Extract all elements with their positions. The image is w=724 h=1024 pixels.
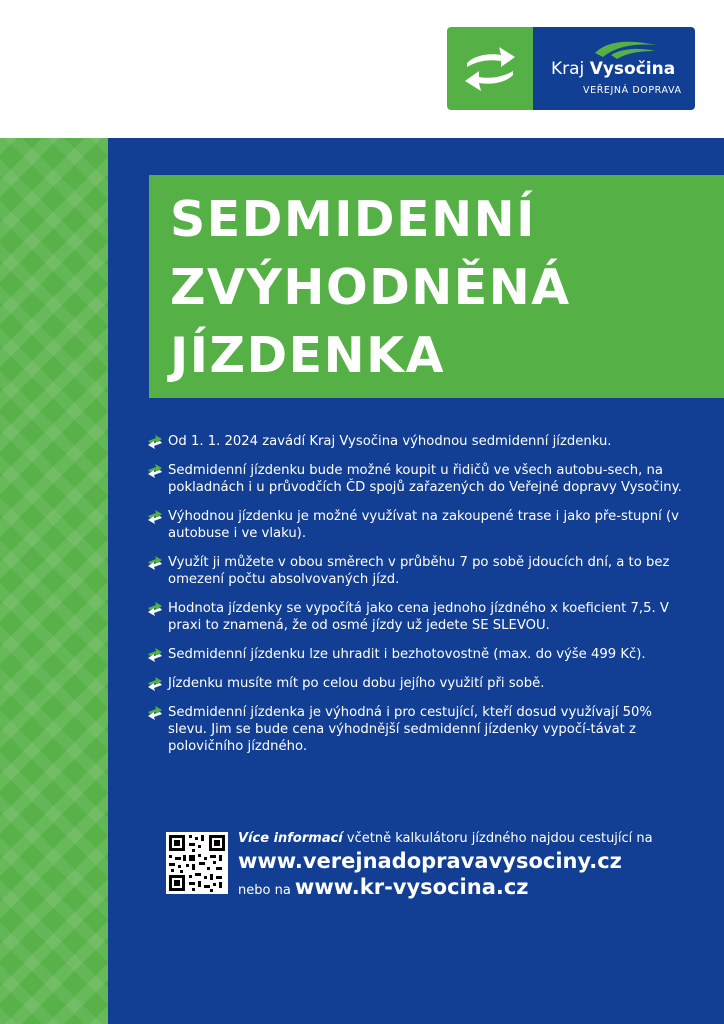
logo-text-area <box>533 27 695 110</box>
bullet-arrow-icon <box>147 435 163 449</box>
or-text: nebo na <box>238 883 295 898</box>
website-link-primary[interactable]: www.verejnadopravavysociny.cz <box>238 849 622 873</box>
list-item <box>147 704 687 755</box>
list-item-text: Využít ji můžete v obou směrech v průběhu 7 po sobě jdoucích dní, a to bez omezení počtu absolvovaných jízd. <box>168 555 670 587</box>
list-item-text: Od 1. 1. 2024 zavádí Kraj Vysočina výhodnou sedmidenní jízdenku. <box>168 434 612 449</box>
logo-name-bold: Vysočina <box>589 59 676 79</box>
bullet-arrow-icon <box>147 706 163 720</box>
bullet-arrow-icon <box>147 464 163 478</box>
list-item-text: Sedmidenní jízdenku bude možné koupit u řidičů ve všech autobu-sech, na pokladnách i u průvodčích ČD spojů zařazených do Veřejné dopravy Vysočiny. <box>168 463 682 495</box>
title-box <box>149 175 724 398</box>
bullet-arrow-icon <box>147 677 163 691</box>
more-info-lead <box>238 830 653 848</box>
title-line-3: JÍZDENKA <box>170 327 446 384</box>
info-list <box>147 433 687 767</box>
list-item-text: Jízdenku musíte mít po celou dobu jejího využití při sobě. <box>168 676 545 691</box>
website-link-secondary[interactable]: www.kr-vysocina.cz <box>294 875 529 899</box>
list-item <box>147 600 687 634</box>
bullet-arrow-icon <box>147 510 163 524</box>
arrows-icon <box>461 39 519 99</box>
more-info-rest: včetně kalkulátoru jízdného najdou cestující na <box>342 831 653 846</box>
list-item <box>147 554 687 588</box>
list-item <box>147 675 687 692</box>
list-item-text: Hodnota jízdenky se vypočítá jako cena jednoho jízdného x koeficient 7,5. V praxi to znamená, že od osmé jízdy už jedete SE SLEVOU. <box>168 601 669 633</box>
list-item <box>147 462 687 496</box>
list-item-text: Sedmidenní jízdenka je výhodná i pro cestující, kteří dosud využívají 50% slevu. Jim se bude cena výhodnější sedmidenní jízdenky vypočí-távat z polovičního jízdného. <box>168 705 652 754</box>
qr-code[interactable] <box>166 832 228 894</box>
swoosh-icon <box>593 37 659 59</box>
list-item-text: Sedmidenní jízdenku lze uhradit i bezhotovostně (max. do výše 499 Kč). <box>168 647 646 662</box>
list-item <box>147 646 687 663</box>
green-pattern-stripe <box>0 138 108 1024</box>
title-line-2: ZVÝHODNĚNÁ <box>170 259 571 316</box>
title-line-1: SEDMIDENNÍ <box>170 191 536 248</box>
list-item <box>147 508 687 542</box>
more-info-text <box>238 830 653 904</box>
more-info-section <box>166 830 706 900</box>
list-item-text: Výhodnou jízdenku je možné využívat na zakoupené trase i jako pře-stupní (v autobuse i ve vlaku). <box>168 509 679 541</box>
logo-arrows <box>447 27 533 110</box>
list-item <box>147 433 687 450</box>
logo-name <box>551 59 675 79</box>
more-info-alt <box>238 874 653 904</box>
more-info-bold: Více informací <box>238 831 343 846</box>
kraj-vysocina-logo <box>447 27 695 110</box>
logo-name-light: Kraj <box>551 59 590 79</box>
bullet-arrow-icon <box>147 556 163 570</box>
bullet-arrow-icon <box>147 648 163 662</box>
bullet-arrow-icon <box>147 602 163 616</box>
logo-subtitle: VEŘEJNÁ DOPRAVA <box>583 85 682 96</box>
